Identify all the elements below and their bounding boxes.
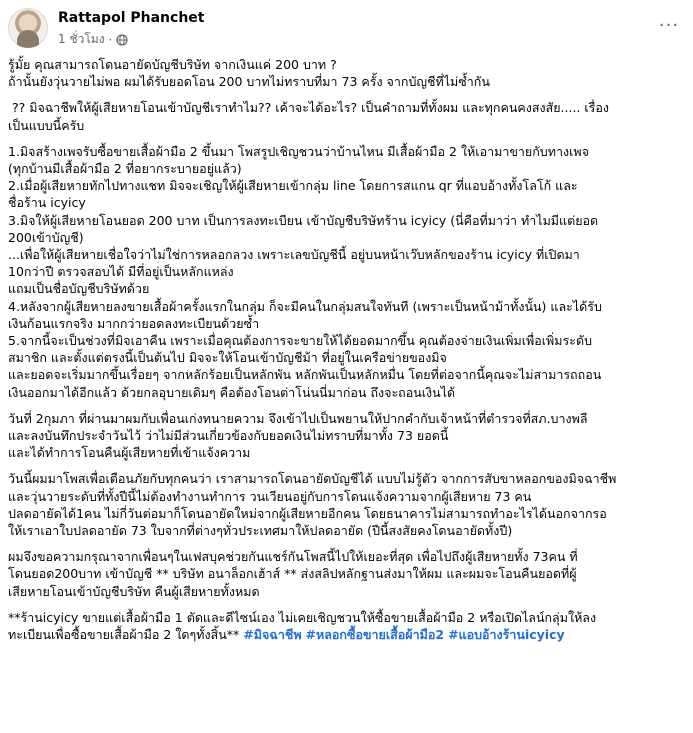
author-name[interactable]: Rattapol Phanchet [58,10,205,26]
paragraph [8,609,682,643]
text-line: เงินออกมาได้อีกแล้ว ด้วยกลอุบายเดิมๆ คือต้องโอนต่าโน่นนี่มาก่อน ถึงจะถอนเงินได้ [8,384,456,400]
text-line: แถมเป็นชื่อบัญชีบริษัทด้วย [8,281,150,297]
text-line: ?? มิจฉาชีพให้ผู้เสียหายโอนเข้าบัญชีเราทำไม?? เค้าจะได้อะไร? เป็นคำถามที่ทั้งผม และทุกคนคงสงสัย..... เรื่อง [8,100,609,116]
text-line: 10กว่าปี ตรวจสอบได้ มีที่อยู่เป็นหลักแหล่ง [8,264,234,280]
text-line: 200เข้าบัญชี) [8,229,84,245]
hashtag-link[interactable]: #มิจฉาชีพ [243,627,302,643]
paragraph [8,410,682,462]
hashtag-link[interactable]: #แอบอ้างร้านicyicy [448,627,565,643]
paragraph [8,143,682,401]
text-line: วันที่ 2กุมภา ที่ผ่านมาผมกับเพื่อนเก่งทนายความ จึงเข้าไปเป็นพยานให้ปากคำกับเจ้าหน้าที่ตำรวจที่สภ.บางพลี [8,410,588,426]
text-line: ...เพื่อให้ผู้เสียหายเชื่อใจว่าไม่ใช่การหลอกลวง เพราะเลขบัญชีนี้ อยู่บนหน้าเว๊บหลักของร้าน icyicy ที่เปิดมา [8,247,580,263]
more-options-icon: ··· [658,15,680,36]
text-line: ปลดอายัดได้1คน ไม่กี่วันต่อมาก็โดนอายัดใหม่จากผู้เสียหายอีกคน โดยธนาคารไม่สามารถทำอะไรได้นอกจากรอ [8,505,607,521]
text-line: เงินก้อนแรกจริง มากกว่ายอดลงทะเบียนด้วยซ้ำ [8,315,260,331]
text-line: 4.หลังจากผู้เสียหายลงขายเสื้อผ้าครั้งแรกในกลุ่ม ก็จะมีคนในกลุ่มสนใจทันที (เพราะเป็นหน้าม้าทั้งนั้น) และได้รับ [8,298,602,314]
text-line: **ร้านicyicy ขายแต่เสื้อผ้ามือ 1 ตัดและดีไซน์เอง ไม่เคยเชิญชวนให้ซื้อขายเสื้อผ้ามือ 2 หรือเปิดไลน์กลุ่มให้ลง [8,609,597,625]
text-line: 2.เมื่อผู้เสียหายทักไปทางแชท มิจจะเชิญให้ผู้เสียหายเข้ากลุ่ม line โดยการสแกน qr ที่แอบอ้างทั้งโลโก้ และ [8,178,578,194]
text-line: ชื่อร้าน icyicy [8,195,86,211]
text-line: ให้เราเอาใบปลดอายัด 73 ใบจากที่ต่างๆทั่วประเทศมาให้ปลดอายัด (ปีนี้สงสัยคงโดนอายัดทั้งปี) [8,523,513,539]
text-line: 1.มิจสร้างเพจรับซื้อขายเสื้อผ้ามือ 2 ขึ้นมา โพสรูปเชิญชวนว่าบ้านไหน มีเสื้อผ้ามือ 2 ให้เอามาขายกับทางเพจ [8,143,589,159]
text-line: 3.มิจให้ผู้เสียหายโอนยอด 200 บาท เป็นการลงทะเบียน เข้าบัญชีบริษัทร้าน icyicy (นี่คือที่มาว่า ทำไมมีแต่ยอด [8,212,599,228]
avatar[interactable] [8,8,48,48]
post-time[interactable]: 1 ชั่วโมง [58,32,105,46]
text-line: (ทุกบ้านมีเสื้อผ้ามือ 2 ที่อยากระบายอยู่แล้ว) [8,161,242,177]
text-line: และยอดจะเริ่มมากขึ้นเรื่อยๆ จากหลักร้อยเป็นหลักพัน หลักพันเป็นหลักหมื่น โดยที่ต่อจากนี้คุณจะไม่สามารถถอน [8,367,602,383]
text-line: และได้ทำการโอนคืนผู้เสียหายที่เข้าแจ้งความ [8,445,251,461]
text-line: วันนี้ผมมาโพสเพื่อเตือนภัยกับทุกคนว่า เราสามารถโดนอายัดบัญชีได้ แบบไม่รู้ตัว จากการสับขาหลอกของมิจฉาชีพ [8,471,617,487]
post-header [8,8,683,52]
text-line: ถ้านั้นยังวุ่นวายไม่พอ ผมได้รับยอดโอน 200 บาทไม่ทราบที่มา 73 ครั้ง จากบัญชีที่ไม่ซ้ำกัน [8,74,490,90]
text-line: ผมจึงขอความกรุณาจากเพื่อนๆในเฟสบุคช่วยกันแชร์กันโพสนี้ไปให้เยอะที่สุด เพื่อไปถึงผู้เสียหายทั้ง 73คน ที่ [8,549,578,565]
text-line: เสียหายโอนเข้าบัญชีบริษัท คืนผู้เสียหายทั้งหมด [8,583,260,599]
more-options-button[interactable] [655,12,683,40]
text-line: สมาชิก และตั้งแต่ตรงนี้เป็นต้นไป มิจจะให้โอนเข้าบัญชีม้า ที่อยู่ในเครือข่ายของมิจ [8,350,447,366]
paragraph [8,56,682,90]
text-line: รู้มั้ย คุณสามารถโดนอายัดบัญชีบริษัท จากเงินแค่ 200 บาท ? [8,57,337,72]
text-line: เป็นแบบนี้ครับ [8,117,85,133]
text-line: และลงบันทึกประจำวันไว้ ว่าไม่มีส่วนเกี่ยวข้องกับยอดเงินไม่ทราบที่มาทั้ง 73 ยอดนี้ [8,428,449,444]
paragraph [8,99,682,133]
paragraph [8,548,682,600]
post-body [8,56,682,643]
text-line: โดนยอด200บาท เข้าบัญชี ** บริษัท อนาล็อกเฮ้าส์ ** ส่งสลิปหลักฐานส่งมาให้ผม และผมจะโอนคืนยอดที่ผู้ [8,566,577,582]
paragraph [8,470,682,539]
text-line: 5.จากนี้จะเป็นช่วงที่มิจเอาคืน เพราะเมื่อคุณต้องการจะขายให้ได้ยอดมากขึ้น คุณต้องจ่ายเงินเพิ่มเพื่อเพิ่มระดับ [8,333,593,349]
hashtag-link[interactable]: #หลอกซื้อขายเสื้อผ้ามือ2 [305,627,445,643]
text-line [8,626,682,643]
meta-separator: · [108,32,113,47]
closing-text: ทะเบียนเพื่อซื้อขายเสื้อผ้ามือ 2 ใดๆทั้งสิ้น** [8,627,244,643]
globe-icon [116,34,128,46]
text-line: และวุ่นวายระดับที่ทั้งปีนี้ไม่ต้องทำงานทำการ วนเวียนอยู่กับการโดนแจ้งความจากผู้เสียหาย 73 คน [8,488,532,504]
post-meta [58,30,128,49]
